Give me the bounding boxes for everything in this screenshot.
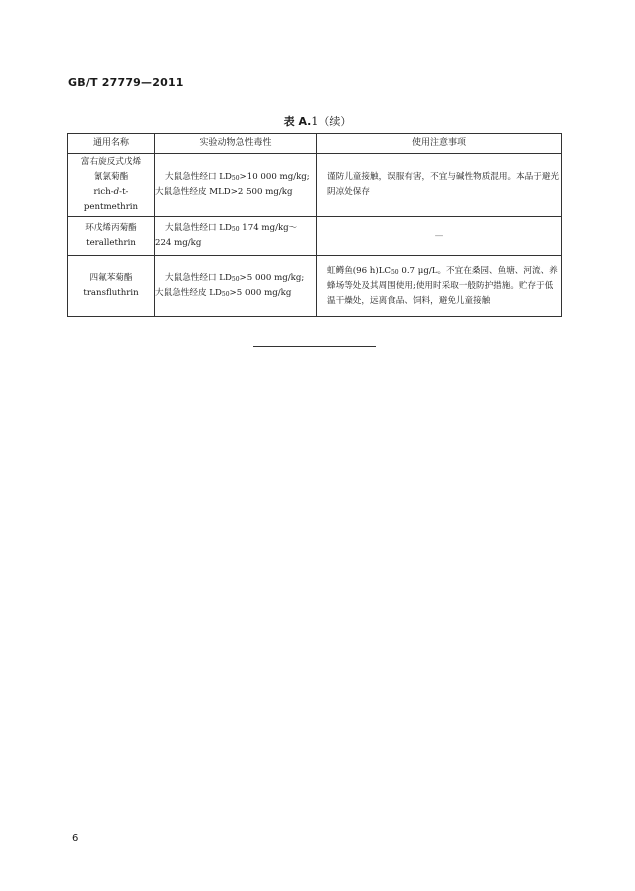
notes-text: [317, 264, 561, 309]
cell-notes: [317, 256, 562, 317]
notes-subscript: 50: [390, 268, 399, 276]
table-row: [68, 217, 562, 256]
toxicity-line: [155, 221, 316, 236]
cell-toxicity: [155, 154, 317, 217]
toxicity-text: >5 000 mg/kg: [229, 288, 292, 298]
cell-notes: [317, 217, 562, 256]
name-en: [68, 185, 154, 215]
table-caption-rest: 1（续）: [311, 115, 352, 128]
table-caption: [0, 113, 635, 129]
toxicity-text: >5 000 mg/kg;: [239, 273, 305, 283]
page-number: 6: [72, 833, 79, 844]
table-header-row: [68, 134, 562, 154]
cell-toxicity: [155, 217, 317, 256]
table-caption-label: 表 A.: [283, 115, 312, 128]
name-en-italic: d: [113, 187, 120, 197]
cell-notes: [317, 154, 562, 217]
cell-toxicity: [155, 256, 317, 317]
toxicity-text: 174 mg/kg～: [242, 223, 298, 233]
table-row: [68, 154, 562, 217]
toxicity-subscript: 50: [231, 276, 240, 283]
toxicity-line: [155, 271, 316, 286]
name-en-part: rich-: [93, 187, 114, 197]
toxicity-text: 大鼠急性经口 LD: [165, 273, 232, 283]
pesticide-table: [67, 133, 562, 317]
name-cn-line: 富右旋反式戊烯: [80, 157, 142, 167]
notes-part: 0.7 μg/L。不宜在桑园、鱼塘、河流、养蜂场等处及其周围使用;使用时采取一般防护措施。贮存于低温干燥处，远离食品、饲料，避免儿童接触: [327, 265, 558, 306]
column-header-toxicity: 实验动物急性毒性: [155, 134, 317, 154]
cell-common-name: [68, 217, 155, 256]
toxicity-line: 224 mg/kg: [155, 238, 202, 248]
name-cn-line: 氰氯菊酯: [93, 172, 129, 182]
table-row: [68, 256, 562, 317]
column-header-name: 通用名称: [68, 134, 155, 154]
standard-code: GB/T 27779—2011: [68, 76, 184, 89]
toxicity-subscript: 50: [221, 291, 230, 298]
toxicity-subscript: 50: [231, 226, 240, 233]
toxicity-text: >10 000 mg/kg;: [239, 172, 310, 182]
cell-common-name: [68, 256, 155, 317]
toxicity-text: 大鼠急性经皮 LD: [155, 288, 222, 298]
toxicity-text: 大鼠急性经口 LD: [165, 172, 232, 182]
toxicity-line: 大鼠急性经皮 MLD>2 500 mg/kg: [155, 187, 293, 197]
toxicity-text: 大鼠急性经口 LD: [165, 223, 232, 233]
name-cn-line: 四氟苯菊酯: [89, 273, 133, 283]
name-en: terallethrin: [86, 238, 136, 248]
name-cn-line: 环戊烯丙菊酯: [85, 223, 137, 233]
notes-text: 谨防儿童接触，误服有害，不宜与碱性物质混用。本品于避光阴凉处保存: [327, 172, 560, 197]
toxicity-line: [155, 286, 316, 301]
column-header-notes: 使用注意事项: [317, 134, 562, 154]
end-divider-line: [253, 346, 376, 347]
toxicity-line: [155, 170, 316, 185]
toxicity-subscript: 50: [231, 175, 240, 182]
notes-part: 虹鳟鱼(96 h)LC: [327, 265, 391, 276]
notes-text: —: [434, 230, 444, 241]
name-en: transfluthrin: [83, 288, 139, 298]
name-en-part: -t-pentmethrin: [83, 187, 139, 212]
cell-common-name: [68, 154, 155, 217]
